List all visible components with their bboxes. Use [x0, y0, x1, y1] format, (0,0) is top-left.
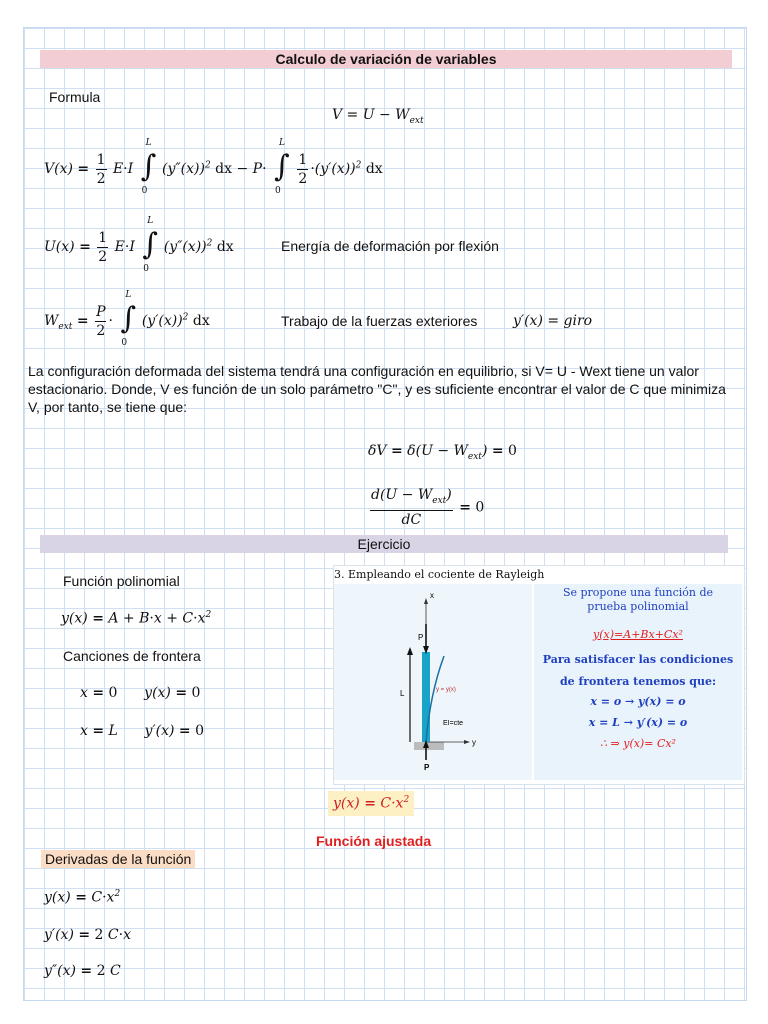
load-top-label: P — [418, 633, 424, 642]
eq-variation: $\delta V = \delta(U - W_{ext}) = 0$ — [368, 443, 517, 462]
boundary-label: Canciones de frontera — [63, 648, 201, 664]
condition-1: x = o → y(x) = o — [590, 695, 686, 708]
figure-caption: 3. Empleando el cociente de Rayleigh — [334, 568, 545, 581]
derivatives-label: Derivadas de la función — [41, 850, 195, 868]
section-title: Ejercicio — [40, 535, 728, 553]
eq-giro: y′(x) = giro — [513, 313, 593, 329]
adjusted-function-label: Función ajustada — [316, 833, 432, 849]
satisfy-text: Para satisfacer las condiciones de frontera tenemos que: — [542, 653, 734, 688]
axis-x-label: x — [430, 591, 434, 600]
eq-deriv-2: y″(x) = 2 C — [44, 963, 121, 979]
eq-bc2: x = L y′(x) = 0 — [80, 723, 205, 739]
eq-deriv-0: $y(x) = C\cdot x^2$ — [44, 889, 121, 906]
explanation-paragraph: La configuración deformada del sistema tendrá una configuración en equilibrio, si V= U - Wext tiene un valor estacionario. Donde, V es función de un solo parámetro "C", y es suficiente encontrar el valor de C que minimiza V, por tanto, se tiene que: — [28, 363, 726, 415]
load-bottom-label: P — [424, 763, 430, 772]
strain-energy-label: Energía de deformación por flexión — [281, 238, 499, 254]
external-work-label: Trabajo de la fuerzas exteriores — [281, 313, 478, 329]
adjusted-function: $y(x) = C\cdot x^2$ — [328, 791, 414, 816]
polynomial-label: Función polinomial — [63, 573, 180, 589]
eq-external-work: $W_{ext}$ = $\frac{P}{2}$ · L ∫ 0 $(y'(x))^2$ dx — [44, 290, 210, 348]
eq-polynomial: $y(x) = A + B\cdot x + C\cdot x^2$ — [61, 610, 212, 627]
condition-result: ∴ ⇒ y(x)= Cx² — [600, 737, 676, 750]
formula-label: Formula — [49, 89, 101, 105]
page-title: Calculo de variación de variables — [40, 50, 732, 68]
proposal-text: Se propone una función de prueba polinomial — [562, 586, 714, 613]
eq-deriv-1: y′(x) = 2 C·x — [44, 927, 131, 943]
eq-strain-energy: U(x) = $\frac{1}{2}$ E·I L ∫ 0 $(y''(x))^2$ dx — [44, 216, 234, 274]
rayleigh-figure — [333, 565, 745, 785]
condition-2: x = L → y′(x) = o — [588, 716, 688, 729]
curve-label: y = y(x) — [436, 687, 456, 693]
trial-function: y(x)=A+Bx+Cx² — [593, 628, 683, 641]
axis-y-label: y — [472, 738, 476, 747]
eq-total-potential: V(x) = $\frac{1}{2}$ E·I L ∫ 0 $(y''(x))^2$ dx − P· L ∫ 0 $\frac{1}{2}$ $\cdot(y'(x))^2$ dx — [44, 138, 383, 196]
trial-function-panel — [534, 584, 742, 780]
column-sketch — [334, 584, 532, 780]
eq-v-definition: $V = U - W_{ext}$ — [332, 107, 424, 126]
stiffness-label: EI=cte — [443, 720, 464, 727]
beam-diagram — [334, 584, 532, 780]
eq-derivative-condition: $\frac{d(U - W_{ext})}{dC}$ = 0 — [371, 487, 485, 528]
length-label: L — [400, 689, 405, 698]
eq-bc1: x = 0 y(x) = 0 — [80, 685, 201, 701]
